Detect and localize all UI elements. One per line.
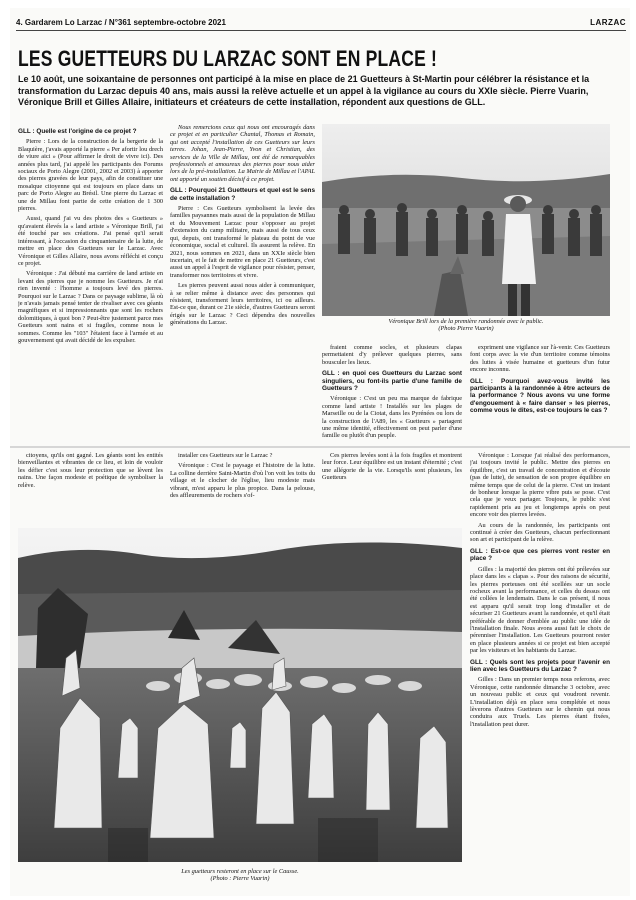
paragraph: expriment une vigilance sur l'à-venir. Ces Guetteurs font corps avec la vie d'un territoire comme témoins des luttes à visée humaine et guetteurs d'un futur encore inconnu. <box>470 344 610 374</box>
paragraph: installer ces Guetteurs sur le Larzac ? <box>178 452 273 459</box>
photo-guetteurs-stones <box>18 528 462 862</box>
interview-question: GLL : Quels sont les projets pour l'avenir en lien avec les Guetteurs du Larzac ? <box>470 658 610 673</box>
column-4-upper <box>470 344 610 442</box>
photo-guetteurs-caption <box>150 868 330 883</box>
column-3-upper <box>322 344 462 442</box>
lower-middle-text <box>170 452 315 522</box>
section-label: LARZAC <box>590 18 626 27</box>
issue-info: 4. Gardarem Lo Larzac / N°361 septembre-octobre 2021 <box>16 18 226 27</box>
paragraph: Véronique : J'ai débuté ma carrière de land artiste en levant des pierres que je nomme les Guetteurs. Je n'ai rien inventé : l'homme a toujours levé des pierres. Pourquoi sur le Larzac ? Dans ce paysage sublime, là où je n'avais jamais pensé tenter de rivaliser avec ces géants magnifiques et si impressionnants que sont les rochers dolomitiques, à quoi bon ? Peut-être justement parce mes Guetteurs sont nains et si fragiles, comme nous le sommes. Comme les "103" l'étaient face à l'armée et au gouvernement qui avait décidé de les expulser. <box>18 270 163 344</box>
caption-text: Les guetteurs resteront en place sur le Causse. <box>181 868 299 875</box>
caption-text: Véronique Brill lors de la première randonnée avec le public. <box>388 318 544 325</box>
lower-left-text <box>18 452 163 522</box>
paragraph: Au cours de la randonnée, les participants ont continué à créer des Guetteurs, chacun perfectionnant son art et participant de la relève. <box>470 521 610 544</box>
caption-credit: (Photo Pierre Vuarin) <box>438 325 494 333</box>
article-lead: Le 10 août, une soixantaine de personnes ont participé à la mise en place de 21 Guetteurs à St-Martin pour célébrer la résistance et la transformation du Larzac depuis 40 ans, mais aussi la relève actuelle et un appel à la vigilance au cours du XXIe siècle. Pierre Vuarin, Véronique Brill et Gilles Allaire, initiateurs et créateurs de cette installation, répondent aux questions de GLL. <box>18 74 590 108</box>
page-fold <box>10 446 630 448</box>
paragraph: Nous remercions ceux qui nous ont encouragés dans ce projet et en particulier Chantal, Thomas et Romain, qui ont accepté l'installation de ces Guetteurs sur leurs terres. Johan, Jean-Pierre, Yvon et Christian, des services de la Ville de Millau, ont été de remarquables professionnels et amoureux des pierres pour nous aider lors de la pré-installation. La Mairie de Millau et l'APAL ont apporté un soutien décisif à ce projet. <box>170 124 315 183</box>
column-1 <box>18 124 163 442</box>
photo-hikers-caption <box>322 318 610 333</box>
paragraph: Gilles : la majorité des pierres ont été prélevées sur place dans les « clapas ». Pour des raisons de sécurité, les pierres porteuses ont été scellées sur un socle rocheux avant la performance, et celles du dessus ont été collées le lendemain. Dans le cas présent, il nous est apparu qu'il serait trop long d'installer et de sécuriser 21 Guetteurs avant la randonnée, et qu'il était préférable de donner d'emblée au public une idée de l'installation finale. Nous avons aussi fait le choix de pérenniser l'installation. Les Guetteurs pourront rester en place plusieurs années si ce projet est bien accepté par les visiteurs et les habitants du Larzac. <box>470 565 610 655</box>
text-fragment: citoyens, qu'ils ont gagné. Les géants sont les entités bienveillantes et vibrantes de ce lieu, et loin de vouloir les défier c'est sous leur protection que se lèvent les nains. Une façon modeste et poétique de symboliser la relève. <box>18 452 163 489</box>
page-header <box>16 16 626 31</box>
interview-question: GLL : Pourquoi avez-vous invité les participants à la randonnée à être acteurs de la performance ? Nous avons vu une forme d'engouement à « faire danser » les pierres, comme vous le dites, est-ce toujours le cas ? <box>470 377 610 415</box>
paragraph: Pierre : Lors de la construction de la bergerie de la Blaquière, j'avais apporté la pierre « Per afortir lou drech de viure aici » (Pour affirmer le droit de vivre ici). Des années plus tard, j'ai appelé les participants des Forums sociaux de Porto Alegre (2001, 2002 et 2003) à apporter des pierres gravées de leur pays, afin de constituer une mosaïque citoyenne qui est toujours en place dans un parc de Porto Alegre au Brésil. Une pierre du Larzac et une de Millau font partie de cette création de 1 300 pierres. <box>18 138 163 213</box>
text-fragment: Ces pierres levées sont à la fois fragiles et montrent leur force. Leur équilibre est un instant d'éternité ; c'est une allégorie de la vie. Lorsqu'ils sont plusieurs, les Guetteurs <box>322 452 462 482</box>
paragraph: Gilles : Dans un premier temps nous referons, avec Véronique, cette randonnée dimanche 3 octobre, avec un nouveau public et ceux qui voudront revenir. L'installation déjà en place sera complétée et nous lèverons d'autres Guetteurs sur le chemin qui nous conduira aux Truels. Les pierres étant fixées, l'installation peut durer. <box>470 676 610 728</box>
paragraph: Pierre : Ces Guetteurs symbolisent la levée des familles paysannes mais aussi de la population de Millau et du Mouvement Larzac pour s'opposer au projet d'extension du camp militaire, mais aussi de tous ceux qui, depuis, ont transformé le plateau du point de vue économique, social et culturel. Ils assurent la relève. En 2021, nous sommes en 2021, dans un XXIe siècle bien incertain, et le fait de mettre en place 21 Guetteurs, c'est aussi un appel à l'esprit de vigilance pour résister, penser, transformer nos territoires et vivre. <box>170 205 315 279</box>
interview-question: GLL : Pourquoi 21 Guetteurs et quel est le sens de cette installation ? <box>170 187 315 202</box>
lower-right-text <box>322 452 462 522</box>
interview-question: GLL : Quelle est l'origine de ce projet ? <box>18 128 137 135</box>
interview-question: GLL : en quoi ces Guetteurs du Larzac sont singuliers, ou font-ils partie d'une famille de Guetteurs ? <box>322 370 462 393</box>
article-title: LES GUETTEURS DU LARZAC SONT EN PLACE ! <box>18 46 438 71</box>
paragraph: Les pierres peuvent aussi nous aider à communiquer, à se relier même à distance avec des personnes qui résistent, transforment leurs territoires, ici ou ailleurs. Est-ce que, durant ce 21e siècle, d'autres Guetteurs seront érigés sur le Larzac ? Ceci dépendra des nouvelles générations du Larzac. <box>170 282 315 327</box>
paragraph: Aussi, quand j'ai vu des photos des « Guetteurs » qu'avaient élevés la « land artiste » Véronique Brill, j'ai été touché par ses créations. J'ai pensé qu'il serait intéressant, à l'occasion du cinquantenaire de la lutte, de mettre en place des Guetteurs sur le Larzac. Avec Véronique et Gilles Allaire, nous avons réfléchi et conçu ce projet. <box>18 215 163 267</box>
interview-question: GLL : Est-ce que ces pierres vont rester en place ? <box>470 547 610 563</box>
paragraph: fraient comme socles, et plusieurs clapas permettaient d'y prélever quelques pierres, sans bousculer les lieux. <box>322 344 462 366</box>
column-right <box>470 452 610 884</box>
column-2 <box>170 124 315 442</box>
paragraph: Véronique : C'est le paysage et l'histoire de la lutte. La colline derrière Saint-Martin d'où l'on voit les toits du village et le clocher de l'église, lieu modeste mais vibrant, m'est apparu le plus propice. Dans la pelouse, des affleurements de rochers s'of- <box>170 462 315 500</box>
paragraph: Véronique : Lorsque j'ai réalisé des performances, j'ai toujours invité le public. Mettre des pierres en équilibre, c'est un travail de concentration et d'écoute (pas de lutte), de sensation de son propre équilibre en même temps que de celui de la pierre. C'est un instant de bonheur lorsque la pierre vibre puis se pose. C'est cela que je veux partager. Toujours, le public s'est rapidement pris au jeu et longtemps après on peut encore voir des pierres levées. <box>470 452 610 519</box>
caption-credit: (Photo : Pierre Vuarin) <box>210 875 270 883</box>
paragraph: Véronique : C'est un peu ma marque de fabrique comme land artiste ! Installés sur les plages de Marseille ou de la Ciotat, dans les Pyrénées ou lors de la construction de l'A89, les « Guetteurs » partagent une même identité, effectivement on peut parler d'une famille ou plutôt d'un peuple. <box>322 395 462 440</box>
photo-hikers <box>322 124 610 316</box>
